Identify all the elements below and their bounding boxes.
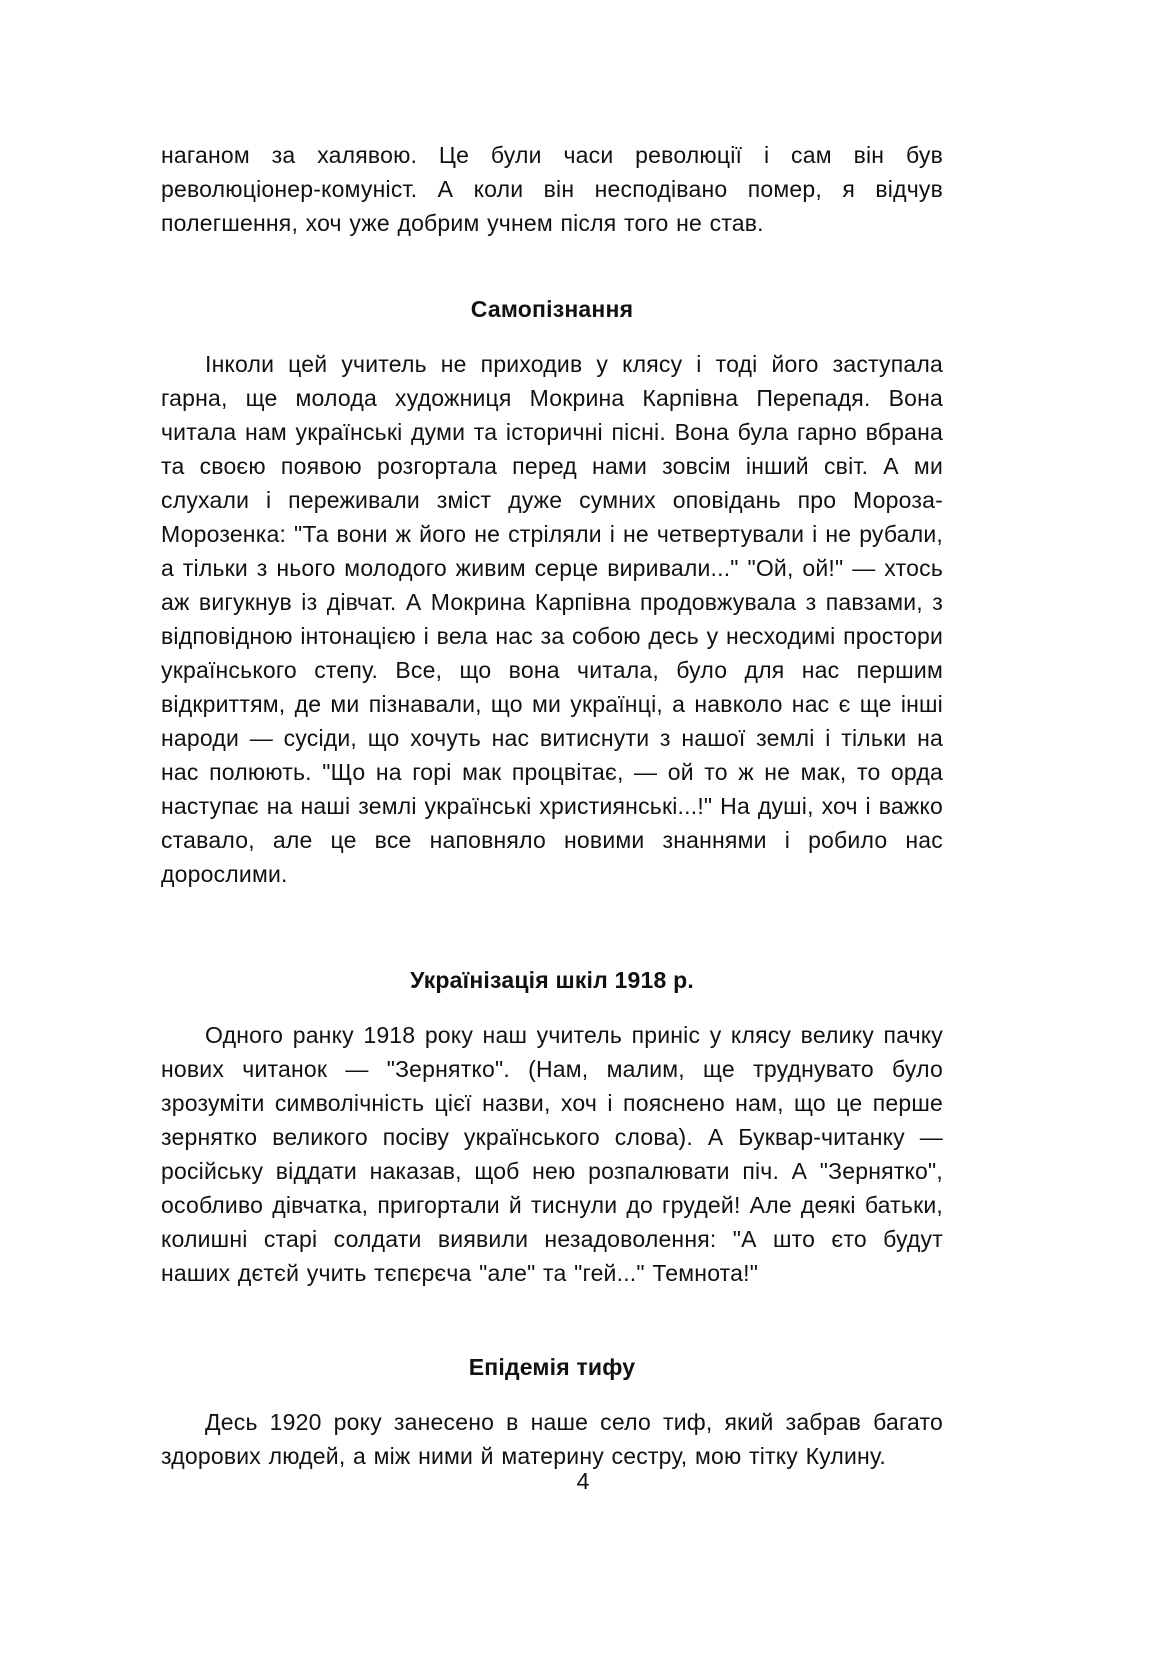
section-paragraph: Десь 1920 року занесено в наше село тиф, який забрав багато здорових людей, а між ними й материну сестру, мою тітку Кулину. — [161, 1409, 943, 1469]
spacer — [161, 1384, 943, 1405]
spacer — [161, 240, 943, 292]
spacer — [161, 1290, 943, 1350]
section-heading: Українізація шкіл 1918 р. — [410, 967, 694, 993]
section-paragraph: Одного ранку 1918 року наш учитель приніс у клясу велику пачку нових читанок — "Зернятко". (Нам, малим, ще труднувато було зрозуміти символічність цієї назви, хоч і пояснено нам, що це перше зернятко великого посіву українського слова). А Буквар-читанку — російську віддати наказав, щоб нею розпалювати піч. А "Зернятко", особливо дівчатка, пригортали й тиснули до грудей! Але деякі батьки, колишні старі солдати виявили незадоволення: "А што єто будут наших дєтєй учить тєпєрєча "але" та "гей..." Темнота!" — [161, 1022, 943, 1286]
text-block — [161, 138, 943, 1473]
section-heading: Епідемія тифу — [468, 1354, 636, 1380]
continuation-paragraph: наганом за халявою. Це були часи революції і сам він був революціонер-комуніст. А коли він несподівано помер, я відчув полегшення, хоч уже добрим учнем після того не став. — [161, 142, 943, 236]
section-epidemiia-tyfu — [161, 1350, 943, 1473]
spacer — [161, 326, 943, 347]
spacer — [161, 891, 943, 963]
section-ukrainizatsiia — [161, 963, 943, 1290]
section-heading: Самопізнання — [470, 296, 634, 322]
page-number: 4 — [576, 1468, 590, 1494]
section-samopiznannia — [161, 292, 943, 891]
spacer — [161, 997, 943, 1018]
section-paragraph: Інколи цей учитель не приходив у клясу і тоді його заступала гарна, ще молода художниця Мокрина Карпівна Перепадя. Вона читала нам українські думи та історичні пісні. Вона була гарно вбрана та своєю появою розгортала перед нами зовсім інший світ. А ми слухали і переживали зміст дуже сумних оповідань про Мороза-Морозенка: "Та вони ж його не стріляли і не четвертували і не рубали, а тільки з нього молодого живим серце виривали..." "Ой, ой!" — хтось аж вигукнув із дівчат. А Мокрина Карпівна продовжувала з павзами, з відповідною інтонацією і вела нас за собою десь у несходимі простори українського степу. Все, що вона читала, було для нас першим відкриттям, де ми пізнавали, що ми українці, а навколо нас є ще інші народи — сусіди, що хочуть нас витиснути з нашої землі і тільки на нас полюють. "Що на горі мак процвітає, — ой то ж не мак, то орда наступає на наші землі українські християнські...!" На душі, хоч і важко ставало, але це все наповняло новими знаннями і робило нас дорослими. — [161, 351, 943, 887]
